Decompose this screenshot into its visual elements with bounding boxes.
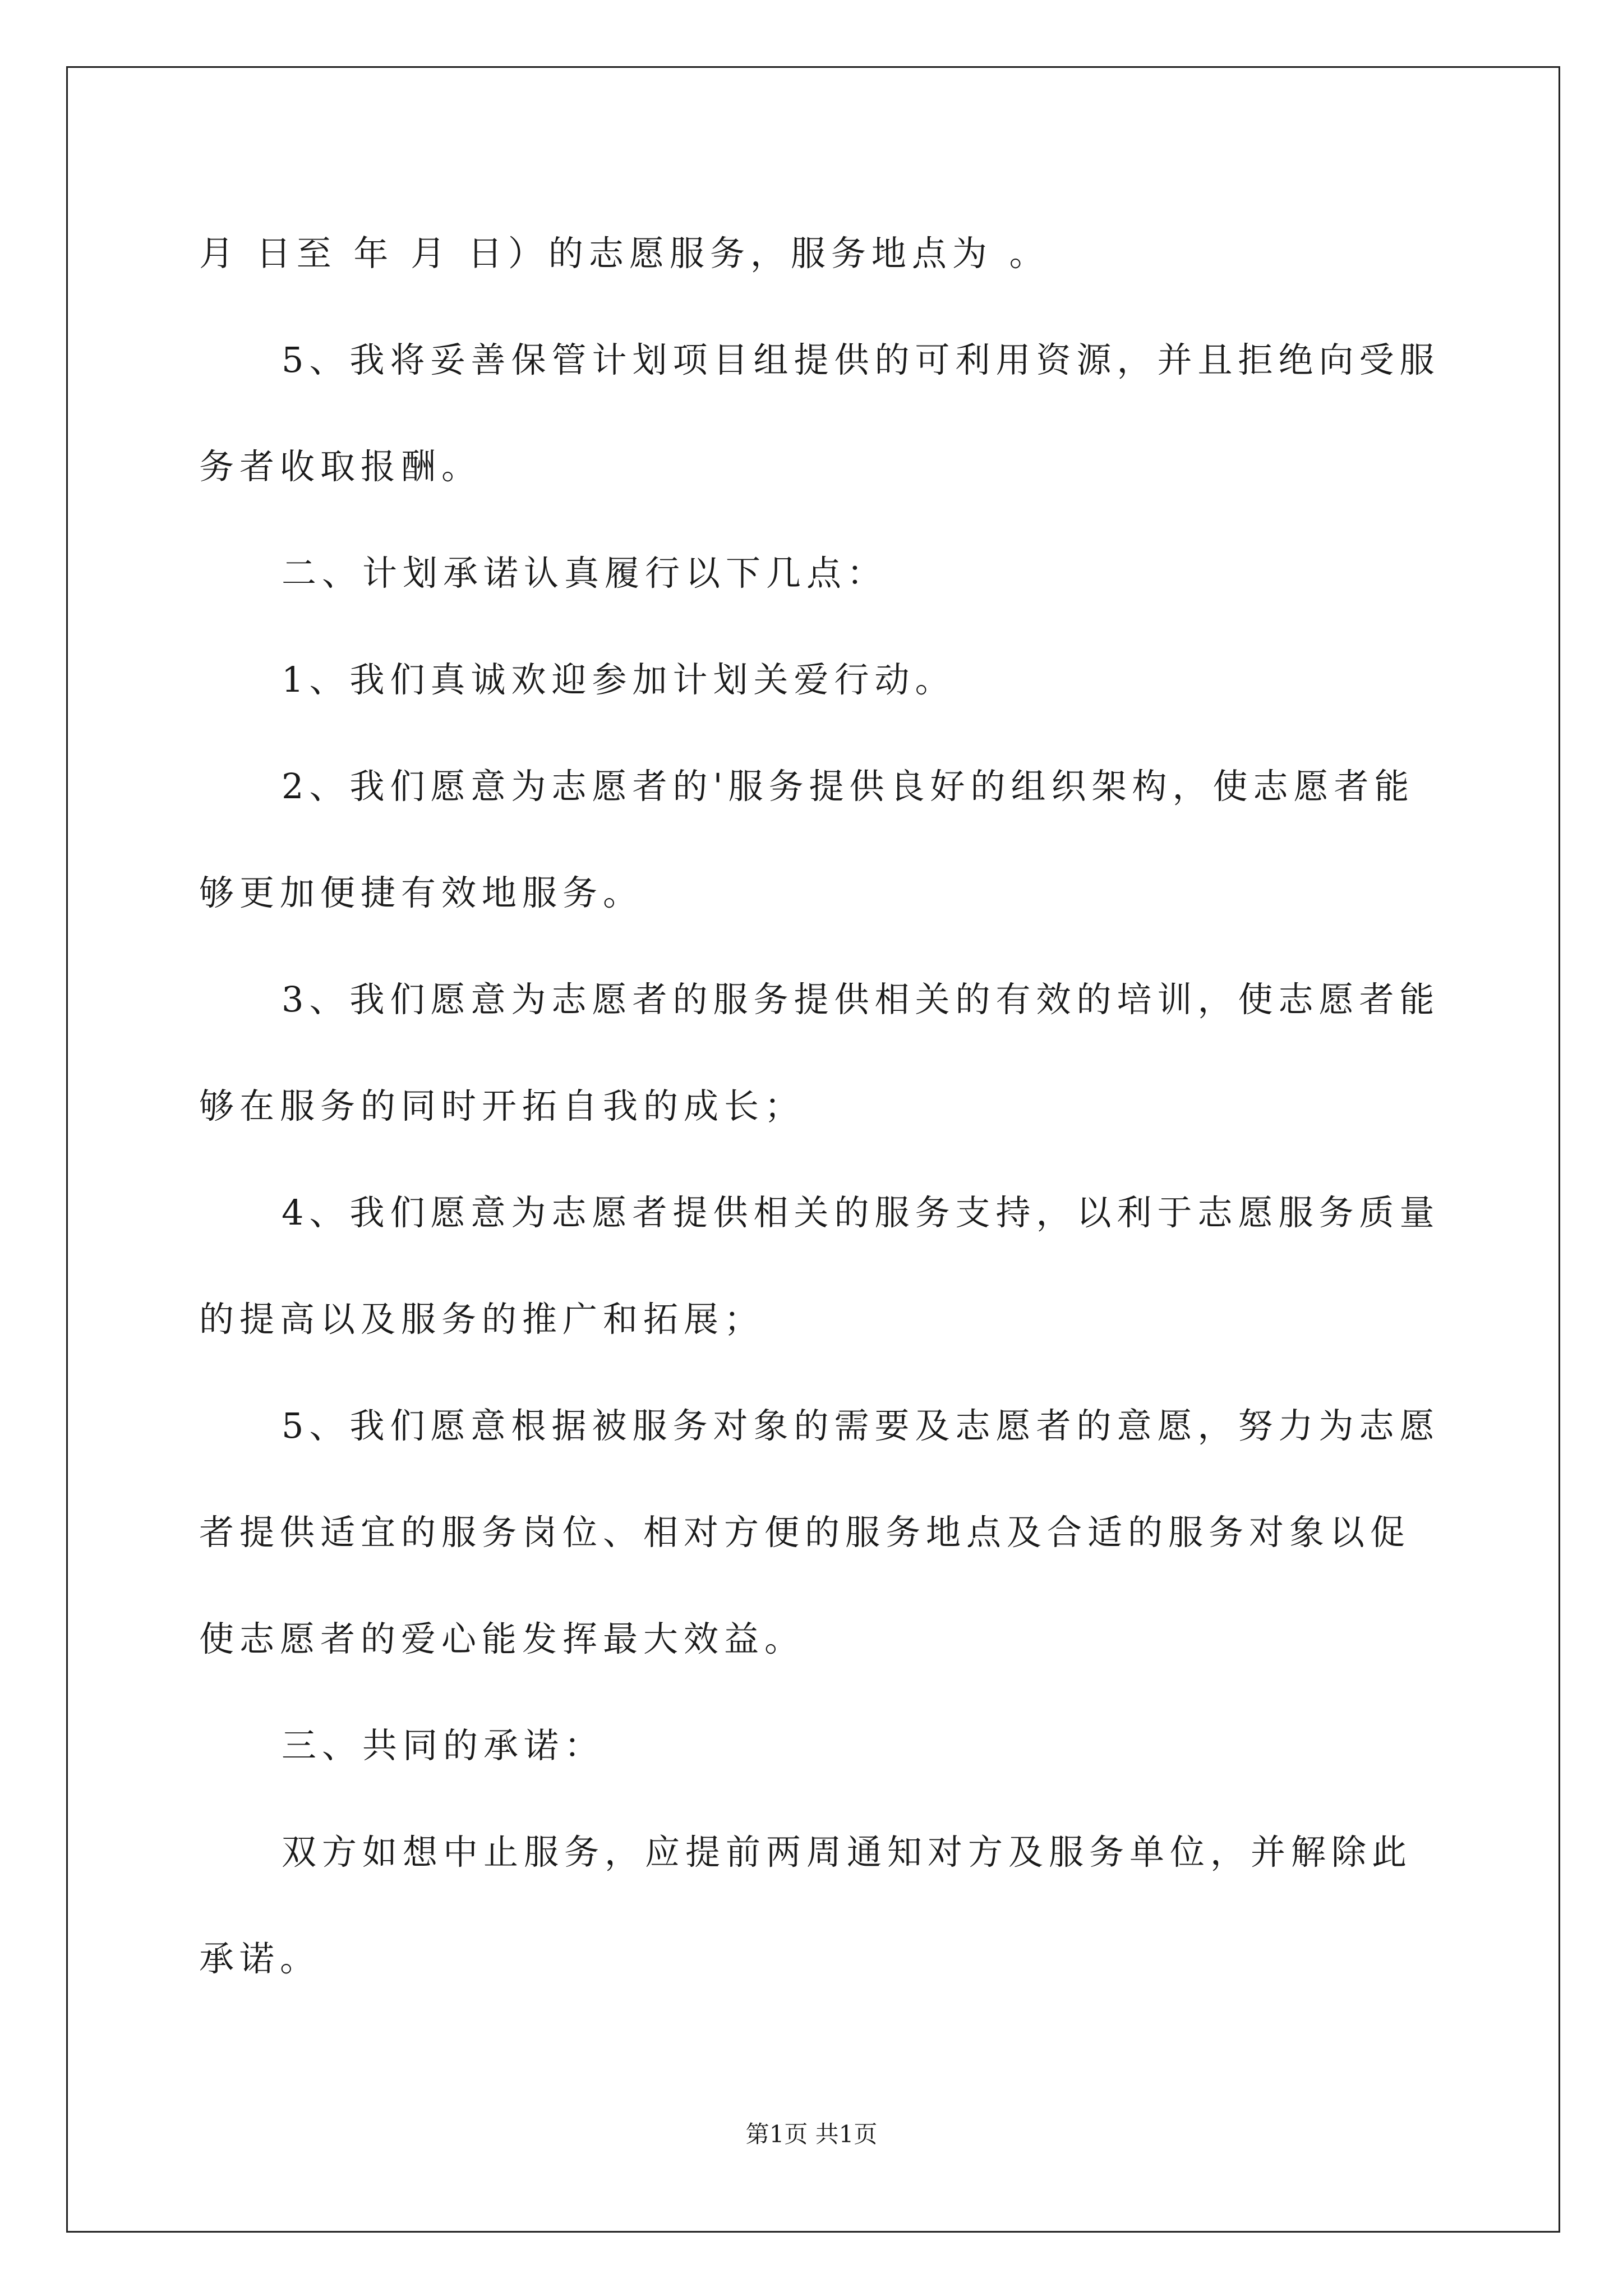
text-line: 月 日至 年 月 日）的志愿服务，服务地点为 。	[199, 233, 1050, 274]
text-line: 者提供适宜的服务岗位、相对方便的服务地点及合适的服务对象以促	[199, 1512, 1411, 1553]
section-heading: 三、共同的承诺：	[282, 1725, 605, 1766]
paragraph-line: 4、我们愿意为志愿者提供相关的服务支持，以利于志愿服务质量	[282, 1192, 1440, 1233]
paragraph-line: 双方如想中止服务，应提前两周通知对方及服务单位，并解除此	[282, 1832, 1413, 1872]
paragraph-line: 3、我们愿意为志愿者的服务提供相关的有效的培训，使志愿者能	[282, 979, 1440, 1020]
paragraph-line: 5、我们愿意根据被服务对象的需要及志愿者的意愿，努力为志愿	[282, 1405, 1440, 1446]
paragraph-line: 2、我们愿意为志愿者的'服务提供良好的组织架构，使志愿者能	[282, 766, 1415, 807]
paragraph-line: 5、我将妥善保管计划项目组提供的可利用资源，并且拒绝向受服	[282, 339, 1440, 380]
text-line: 够更加便捷有效地服务。	[199, 872, 644, 913]
paragraph-line: 1、我们真诚欢迎参加计划关爱行动。	[282, 659, 956, 700]
text-line: 务者收取报酬。	[199, 446, 482, 487]
text-line: 承诺。	[199, 1938, 321, 1979]
page-number-footer: 第1页 共1页	[745, 2120, 878, 2148]
page-border	[66, 66, 1560, 2233]
text-line: 使志愿者的爱心能发挥最大效益。	[199, 1618, 805, 1659]
section-heading: 二、计划承诺认真履行以下几点：	[282, 553, 888, 593]
text-line: 够在服务的同时开拓自我的成长；	[199, 1085, 805, 1126]
text-line: 的提高以及服务的推广和拓展；	[199, 1299, 765, 1340]
